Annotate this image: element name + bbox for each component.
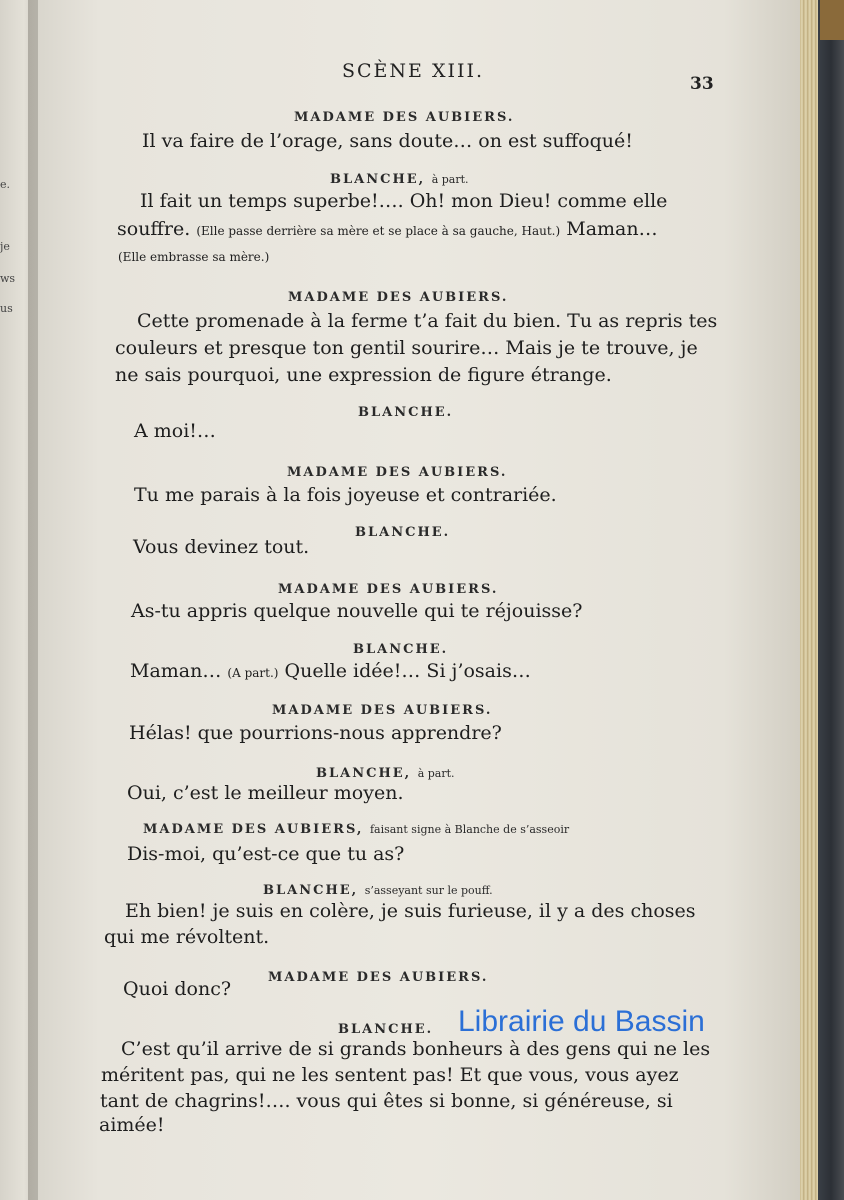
dialogue-line: Il va faire de l’orage, sans doute… on est suffoqué! <box>142 130 633 152</box>
speaker-name: MADAME DES AUBIERS, <box>143 822 364 837</box>
dialogue-line: ne sais pourquoi, une expression de figure étrange. <box>115 364 612 386</box>
dialogue-line: méritent pas, qui ne les sentent pas! Et que vous, vous ayez <box>101 1064 679 1086</box>
dialogue-line: Quoi donc? <box>123 978 232 1000</box>
speaker-name: MADAME DES AUBIERS. <box>272 703 493 718</box>
dialogue-line: Dis-moi, qu’est-ce que tu as? <box>127 843 405 865</box>
dialogue-line: aimée! <box>99 1114 165 1136</box>
speaker-name: BLANCHE. <box>338 1022 434 1037</box>
speaker-name: BLANCHE, <box>330 172 426 187</box>
dialogue-fragment: Quelle idée!… Si j’osais… <box>284 660 531 682</box>
page-edges <box>800 0 818 1200</box>
stage-direction: s’asseyant sur le pouff. <box>364 884 493 897</box>
dialogue-line: Eh bien! je suis en colère, je suis furieuse, il y a des choses <box>125 900 696 922</box>
book-cover <box>818 0 844 1200</box>
dialogue-line-mixed <box>117 218 658 240</box>
speaker-name: MADAME DES AUBIERS. <box>288 290 509 305</box>
stage-direction: faisant signe à Blanche de s’asseoir <box>369 823 570 836</box>
dialogue-fragment: souffre. <box>117 218 191 240</box>
stage-direction: (Elle passe derrière sa mère et se place à sa gauche, Haut.) <box>196 224 561 238</box>
speaker-name: MADAME DES AUBIERS. <box>294 110 515 125</box>
dialogue-line: Il fait un temps superbe!…. Oh! mon Dieu! comme elle <box>140 190 668 212</box>
dialogue-line: Cette promenade à la ferme t’a fait du bien. Tu as repris tes <box>137 310 718 332</box>
speaker-name: MADAME DES AUBIERS. <box>278 582 499 597</box>
left-page-fragment: us <box>0 302 13 315</box>
dialogue-line: As-tu appris quelque nouvelle qui te réjouisse? <box>131 600 583 622</box>
speaker-name: BLANCHE, <box>263 883 359 898</box>
dialogue-line: Hélas! que pourrions-nous apprendre? <box>129 722 502 744</box>
stage-direction: à part. <box>431 173 469 186</box>
dialogue-line-mixed <box>130 660 531 682</box>
speaker-name: BLANCHE. <box>358 405 454 420</box>
dialogue-fragment: Maman… <box>130 660 222 682</box>
speaker-heading <box>330 172 469 187</box>
book-cover-corner <box>820 0 844 40</box>
page-number: 33 <box>690 74 714 94</box>
speaker-name: MADAME DES AUBIERS. <box>287 465 508 480</box>
dialogue-line: Vous devinez tout. <box>133 536 310 558</box>
stage-direction: (A part.) <box>227 666 279 680</box>
speaker-name: BLANCHE, <box>316 766 412 781</box>
speaker-heading <box>143 822 569 837</box>
watermark-text: Librairie du Bassin <box>458 1005 705 1038</box>
dialogue-fragment: Maman… <box>566 218 658 240</box>
dialogue-line: A moi!… <box>134 420 216 442</box>
speaker-heading <box>316 766 455 781</box>
scene-heading: SCÈNE XIII. <box>342 60 485 82</box>
speaker-name: MADAME DES AUBIERS. <box>268 970 489 985</box>
stage-direction: à part. <box>417 767 455 780</box>
speaker-name: BLANCHE. <box>353 642 449 657</box>
dialogue-line: couleurs et presque ton gentil sourire… Mais je te trouve, je <box>115 337 698 359</box>
left-page-fragment: e. <box>0 178 11 191</box>
dialogue-line: tant de chagrins!…. vous qui êtes si bonne, si généreuse, si <box>100 1090 673 1112</box>
dialogue-line: Tu me parais à la fois joyeuse et contrariée. <box>134 484 557 506</box>
left-page-fragment: je <box>0 240 10 253</box>
speaker-name: BLANCHE. <box>355 525 451 540</box>
stage-direction: (Elle embrasse sa mère.) <box>118 250 270 264</box>
speaker-heading <box>263 883 493 898</box>
left-page-fragment: ws <box>0 272 16 285</box>
dialogue-line: qui me révoltent. <box>104 926 270 948</box>
dialogue-line: Oui, c’est le meilleur moyen. <box>127 782 404 804</box>
dialogue-line: C’est qu’il arrive de si grands bonheurs à des gens qui ne les <box>121 1038 711 1060</box>
